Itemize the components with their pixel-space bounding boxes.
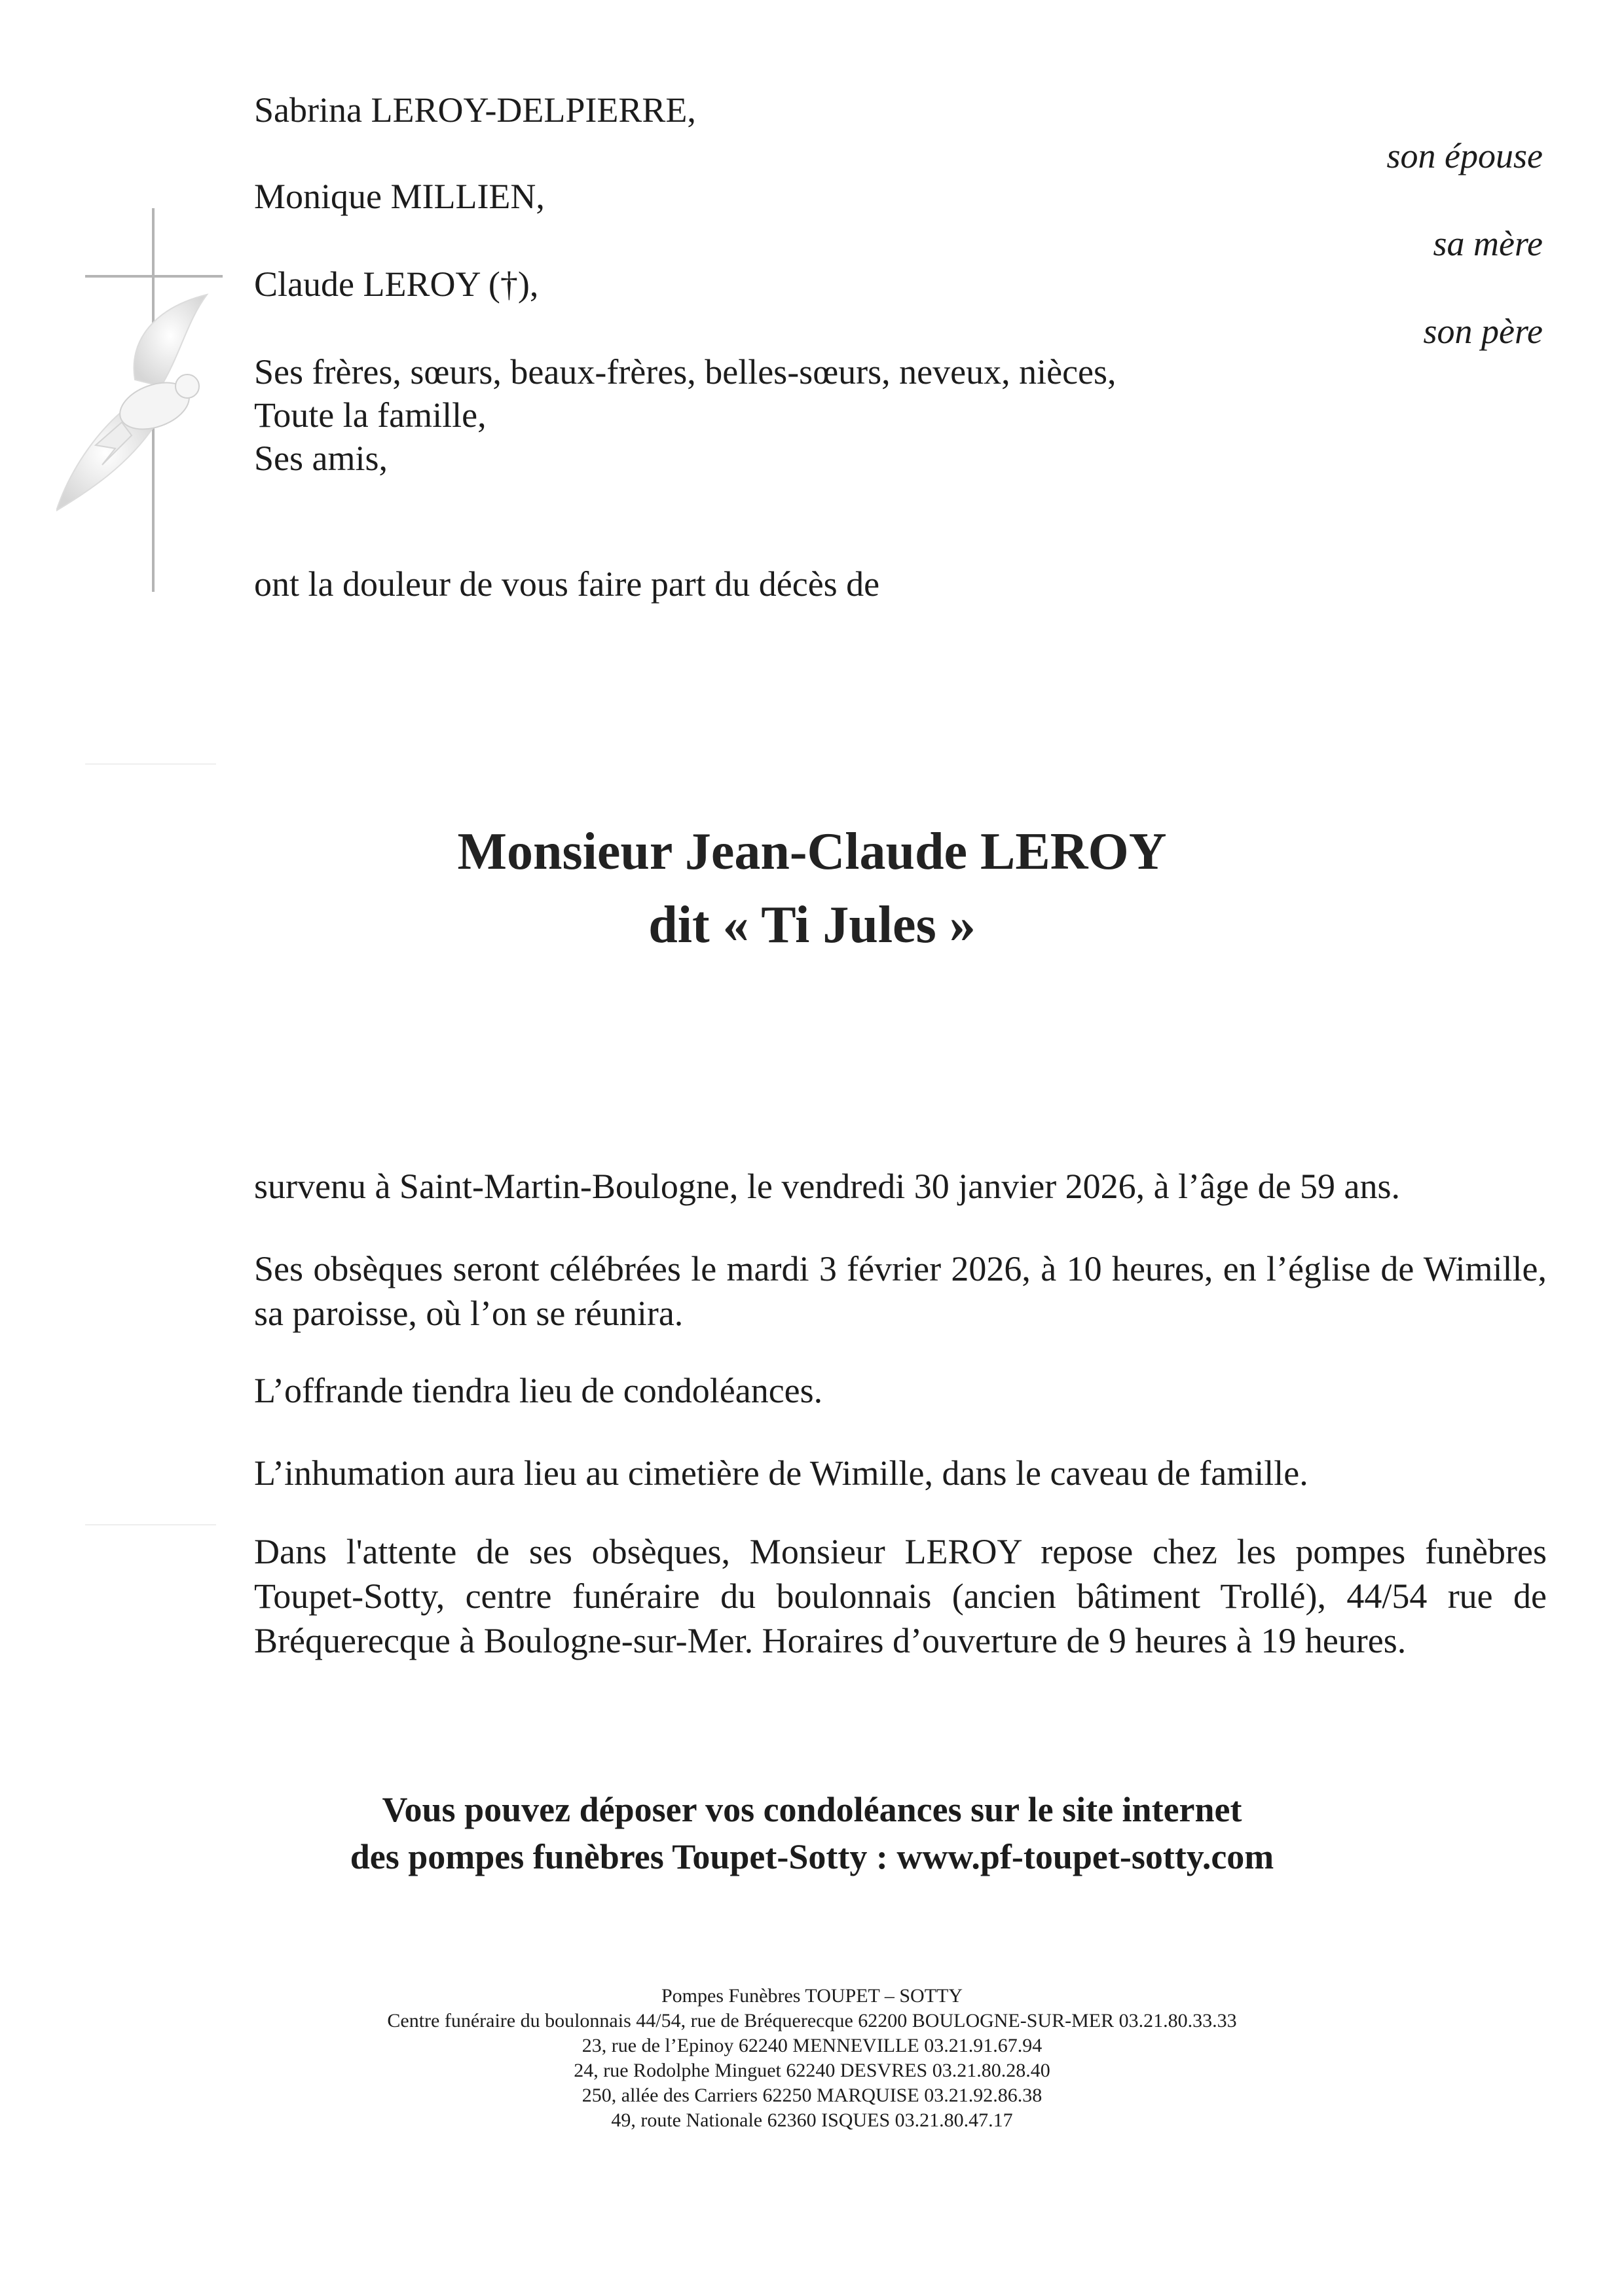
footer-address: 49, route Nationale 62360 ISQUES 03.21.80.47.17 — [611, 2109, 1013, 2131]
condolences-line-2: des pompes funèbres Toupet-Sotty : www.pf-toupet-sotty.com — [350, 1837, 1274, 1876]
footer-address: 23, rue de l’Epinoy 62240 MENNEVILLE 03.21.91.67.94 — [581, 2035, 1043, 2056]
funeral-home-footer — [0, 1984, 1624, 2133]
funeral-details: Ses obsèques seront célébrées le mardi 3 février 2026, à 10 heures, en l’église de Wimille, sa paroisse, où l’on se réunira. — [254, 1249, 1547, 1333]
dove-icon — [56, 282, 240, 517]
mother-name: Monique MILLIEN, — [254, 177, 545, 216]
siblings-line: Ses frères, sœurs, beaux-frères, belles-sœurs, neveux, nièces, — [254, 352, 1116, 392]
deceased-block — [0, 815, 1624, 962]
faint-line — [85, 763, 216, 765]
condolences-notice — [0, 1786, 1624, 1880]
father-relation: son père — [1423, 312, 1543, 351]
deceased-name: Monsieur Jean-Claude LEROY — [457, 823, 1167, 881]
announcement: ont la douleur de vous faire part du décès de — [254, 564, 880, 604]
death-details: survenu à Saint-Martin-Boulogne, le vendredi 30 janvier 2026, à l’âge de 59 ans. — [254, 1167, 1401, 1206]
footer-address: 250, allée des Carriers 62250 MARQUISE 03.21.92.86.38 — [581, 2085, 1043, 2106]
offering-details: L’offrande tiendra lieu de condoléances. — [254, 1371, 823, 1410]
friends-line: Ses amis, — [254, 439, 388, 478]
spouse-name: Sabrina LEROY-DELPIERRE, — [254, 90, 696, 130]
cross-horizontal-bar — [85, 275, 223, 278]
deceased-nickname: dit « Ti Jules » — [648, 896, 976, 954]
family-line: Toute la famille, — [254, 395, 487, 435]
rest-details: Dans l'attente de ses obsèques, Monsieur LEROY repose chez les pompes funèbres Toupet-Sotty, centre funéraire du boulonnais (ancien bâtiment Trollé), 44/54 rue de Bréquerecque à Boulogne-sur-Mer. Horaires d’ouverture de 9 heures à 19 heures. — [254, 1532, 1547, 1660]
footer-address: Centre funéraire du boulonnais 44/54, rue de Bréquerecque 62200 BOULOGNE-SUR-MER 03.21.80.33.33 — [387, 2010, 1237, 2032]
footer-company: Pompes Funèbres TOUPET – SOTTY — [661, 1985, 963, 2007]
condolences-line-1: Vous pouvez déposer vos condoléances sur le site internet — [382, 1790, 1242, 1829]
mother-relation: sa mère — [1433, 224, 1543, 263]
footer-address: 24, rue Rodolphe Minguet 62240 DESVRES 03.21.80.28.40 — [574, 2060, 1050, 2081]
father-name: Claude LEROY (†), — [254, 264, 539, 304]
faint-line — [85, 1524, 216, 1525]
spouse-relation: son épouse — [1386, 136, 1543, 175]
burial-details: L’inhumation aura lieu au cimetière de Wimille, dans le caveau de famille. — [254, 1453, 1308, 1493]
